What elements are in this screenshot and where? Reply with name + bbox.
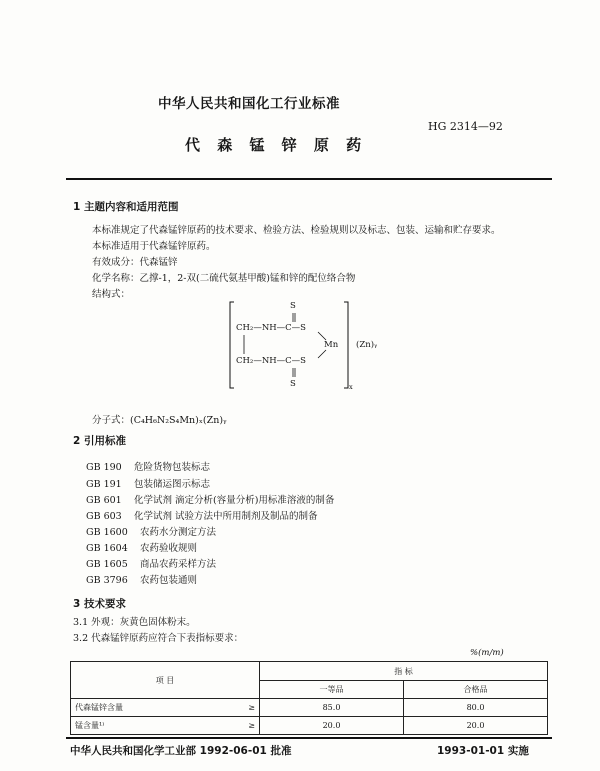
row-name: 锰含量¹⁾ [71, 717, 224, 735]
section-3-heading: 3 技术要求 [73, 598, 126, 610]
reference-row [86, 492, 334, 506]
header-first-grade: 一等品 [260, 681, 404, 699]
reference-code: GB 191 [86, 479, 122, 490]
section-3-item-2: 3.2 代森锰锌原药应符合下表指标要求： [73, 633, 244, 644]
reference-code: GB 190 [86, 462, 122, 473]
table-row [71, 717, 548, 735]
row-operator: ≥ [224, 717, 260, 735]
right-bracket [344, 302, 348, 388]
subscript-x: x [349, 383, 353, 391]
section-2-heading: 2 引用标准 [73, 435, 126, 447]
reference-row [86, 524, 216, 538]
footer-rule [66, 737, 552, 739]
reference-row [86, 556, 216, 570]
table-header-row [71, 662, 548, 681]
molecular-formula: 分子式：(C₄H₆N₂S₄Mn)ₓ(Zn)ᵧ [92, 415, 227, 426]
reference-title: 商品农药采样方法 [140, 559, 217, 570]
header-index: 指 标 [260, 662, 548, 681]
reference-title: 农药水分测定方法 [140, 527, 217, 538]
reference-row [86, 572, 197, 586]
sulfur-top: S [290, 301, 296, 311]
product-title: 代 森 锰 锌 原 药 [185, 136, 368, 154]
formula-bottom-row: CH₂—NH—C—S [236, 356, 307, 366]
row-name: 代森锰锌含量 [71, 699, 224, 717]
chemical-name: 化学名称：乙撑-1，2-双(二硫代氨基甲酸)锰和锌的配位络合物 [92, 273, 356, 284]
row-operator: ≥ [224, 699, 260, 717]
reference-code: GB 601 [86, 495, 122, 506]
reference-title: 化学试剂 滴定分析(容量分析)用标准溶液的制备 [134, 495, 335, 506]
section-1-para-2: 本标准适用于代森锰锌原药。 [92, 241, 216, 252]
zinc: (Zn)ᵧ [356, 340, 378, 350]
reference-code: GB 3796 [86, 575, 128, 586]
structure-label: 结构式： [92, 289, 131, 300]
formula-top-row: CH₂—NH—C—S [236, 323, 307, 333]
row-first-grade: 85.0 [260, 699, 404, 717]
header-item: 项 目 [71, 662, 260, 699]
header-qualified: 合格品 [404, 681, 548, 699]
sulfur-bottom: S [290, 379, 296, 389]
reference-row [86, 459, 210, 473]
reference-title: 危险货物包装标志 [134, 462, 211, 473]
header-rule [66, 178, 552, 180]
row-qualified: 80.0 [404, 699, 548, 717]
reference-row [86, 508, 318, 522]
section-3-item-1: 3.1 外观：灰黄色固体粉末。 [73, 617, 196, 628]
reference-code: GB 1604 [86, 543, 128, 554]
section-1-para-1: 本标准规定了代森锰锌原药的技术要求、检验方法、检验规则以及标志、包装、运输和贮存要求。 [92, 225, 501, 236]
unit-note: %(m/m) [470, 648, 504, 658]
reference-code: GB 1605 [86, 559, 128, 570]
reference-title: 包装储运图示标志 [134, 479, 211, 490]
implementation-line: 1993-01-01 实施 [437, 745, 529, 757]
structural-formula [228, 300, 428, 400]
manganese: Mn [324, 340, 339, 350]
national-standard-title: 中华人民共和国化工行业标准 [158, 96, 340, 112]
standard-number: HG 2314—92 [428, 120, 503, 133]
spec-table [70, 661, 548, 735]
active-ingredient: 有效成分：代森锰锌 [92, 257, 178, 268]
reference-title: 农药验收规则 [140, 543, 198, 554]
reference-row [86, 540, 197, 554]
section-1-heading: 1 主题内容和适用范围 [73, 201, 179, 213]
left-bracket [230, 302, 234, 388]
reference-title: 化学试剂 试验方法中所用制剂及制品的制备 [134, 511, 318, 522]
reference-code: GB 603 [86, 511, 122, 522]
row-first-grade: 20.0 [260, 717, 404, 735]
row-qualified: 20.0 [404, 717, 548, 735]
approval-line: 中华人民共和国化学工业部 1992-06-01 批准 [70, 745, 292, 757]
reference-row [86, 476, 210, 490]
table-row [71, 699, 548, 717]
reference-title: 农药包装通则 [140, 575, 198, 586]
reference-code: GB 1600 [86, 527, 128, 538]
formula-lines [228, 300, 428, 400]
